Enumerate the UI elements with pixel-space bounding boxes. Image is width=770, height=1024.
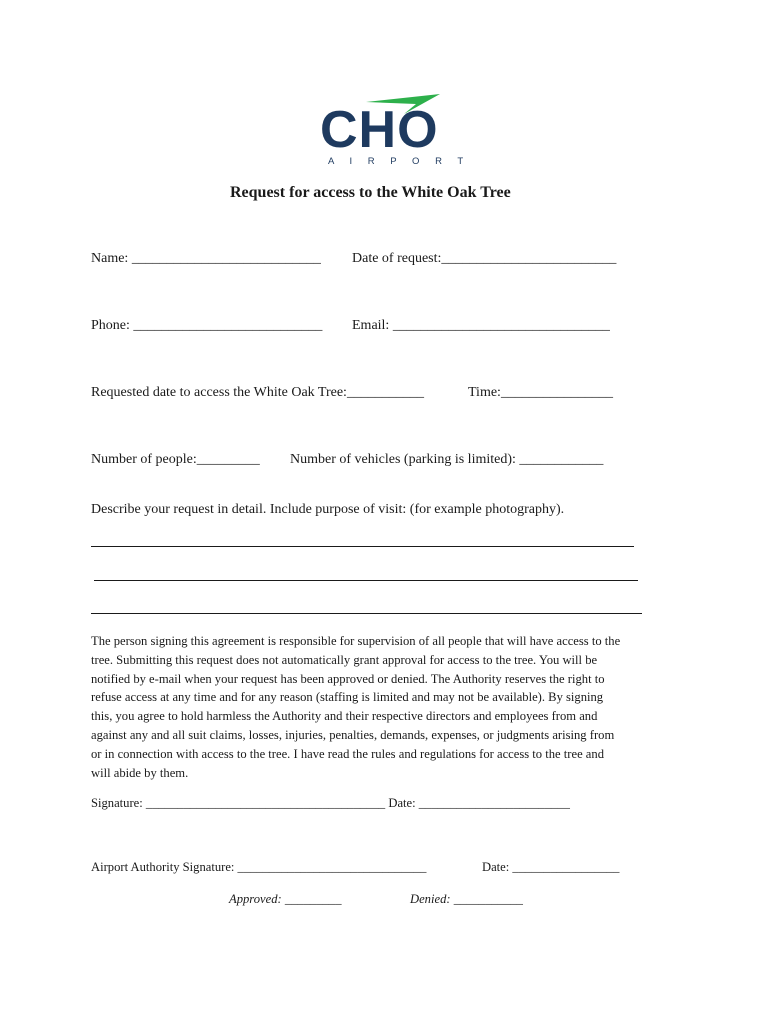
time-field[interactable]: Time:________________ bbox=[468, 385, 613, 400]
number-of-people-field[interactable]: Number of people:_________ bbox=[91, 452, 260, 467]
agreement-line: refuse access at any time and for any reason (staffing is limited and may not be available). By signing bbox=[91, 690, 604, 705]
email-field[interactable]: Email: _______________________________ bbox=[352, 318, 610, 333]
airport-logo bbox=[318, 90, 470, 170]
agreement-text bbox=[91, 632, 681, 782]
description-line-2[interactable] bbox=[94, 580, 638, 581]
agreement-line: The person signing this agreement is responsible for supervision of all people that will have access to the bbox=[91, 634, 621, 648]
logo-subtext: A I R P O R T bbox=[328, 156, 470, 167]
requested-date-field[interactable]: Requested date to access the White Oak Tree:___________ bbox=[91, 385, 424, 400]
authority-date-field[interactable]: Date: _________________ bbox=[482, 860, 620, 874]
authority-signature-field[interactable]: Airport Authority Signature: ______________________________ bbox=[91, 860, 427, 874]
signature-field[interactable]: Signature: ______________________________________ Date: ________________________ bbox=[91, 796, 570, 810]
approved-field[interactable]: Approved: _________ bbox=[229, 892, 342, 906]
number-of-vehicles-field[interactable]: Number of vehicles (parking is limited): ____________ bbox=[290, 452, 604, 467]
agreement-line: against any and all suit claims, losses, injuries, penalties, demands, expenses, or judgments arising from bbox=[91, 727, 615, 742]
description-line-3[interactable] bbox=[91, 613, 642, 614]
description-line-1[interactable] bbox=[91, 546, 634, 547]
page-title: Request for access to the White Oak Tree bbox=[230, 184, 511, 201]
describe-request-prompt: Describe your request in detail. Include purpose of visit: (for example photography). bbox=[91, 502, 565, 517]
date-of-request-field[interactable]: Date of request:_________________________ bbox=[352, 251, 617, 266]
agreement-line: tree. Submitting this request does not automatically grant approval for access to the tree. You will be bbox=[91, 652, 598, 667]
phone-field[interactable]: Phone: ___________________________ bbox=[91, 318, 323, 333]
name-field[interactable]: Name: ___________________________ bbox=[91, 251, 321, 266]
agreement-line: or in connection with access to the tree. I have read the rules and regulations for access to the tree and bbox=[91, 746, 604, 761]
agreement-line: this, you agree to hold harmless the Authority and their respective directors and employees from and bbox=[91, 709, 598, 724]
denied-field[interactable]: Denied: ___________ bbox=[410, 892, 523, 906]
agreement-line: notified by e-mail when your request has been approved or denied. The Authority reserves the right to bbox=[91, 671, 605, 686]
logo-wordmark: CHO bbox=[320, 101, 439, 159]
agreement-line: will abide by them. bbox=[91, 765, 189, 780]
